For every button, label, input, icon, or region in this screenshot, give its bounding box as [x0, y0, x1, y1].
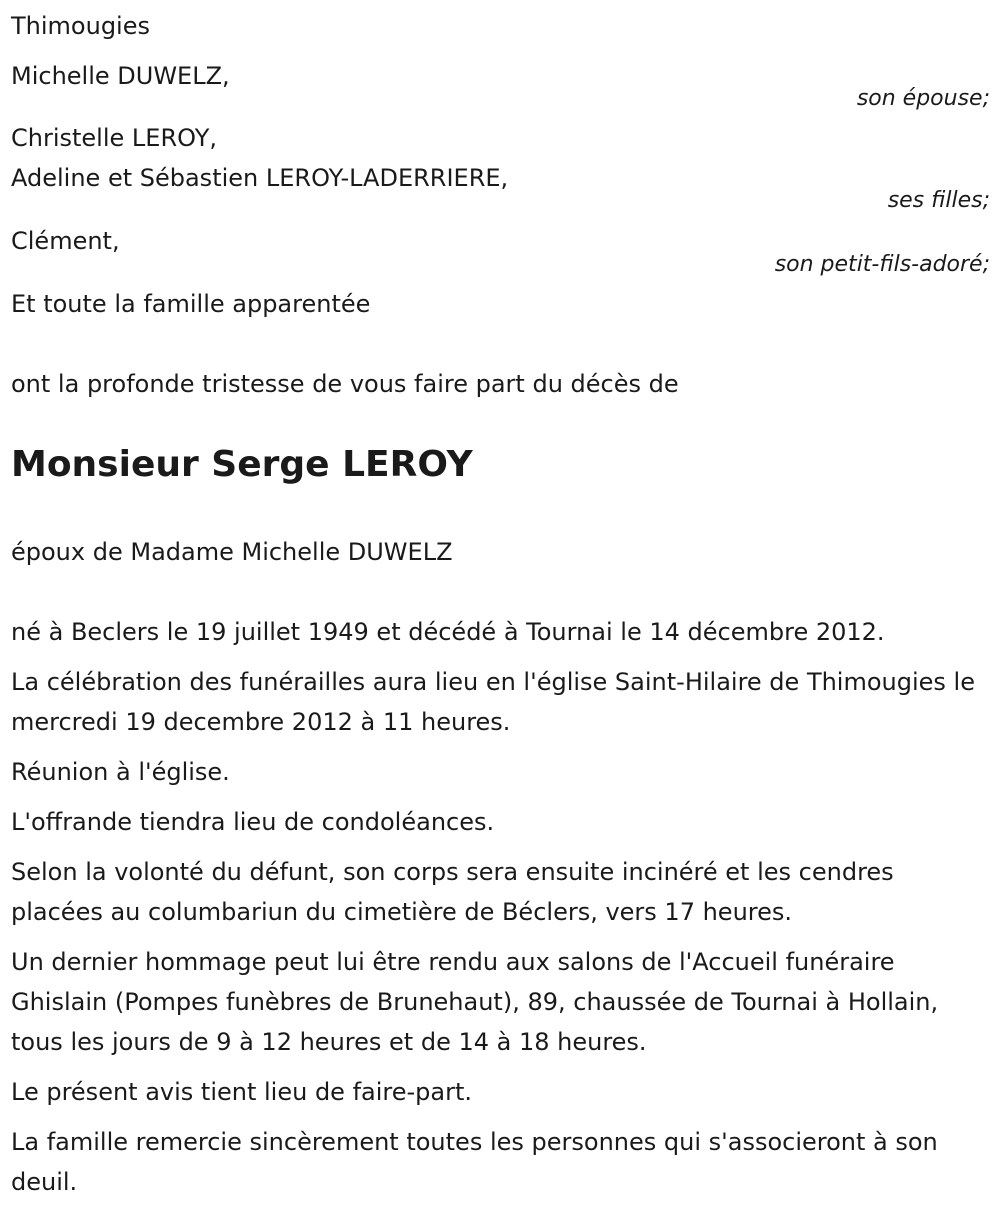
tribute-paragraph: Un dernier hommage peut lui être rendu aux salons de l'Accueil funéraire Ghislain (Pompes funèbres de Brunehaut), 89, chaussée de Tournai à Hollain, tous les jours de 9 à 12 heures et de 14 à 18 heures. — [11, 948, 939, 1056]
funeral-paragraph: La célébration des funérailles aura lieu en l'église Saint-Hilaire de Thimougies le mercredi 19 decembre 2012 à 11 heures. — [11, 668, 975, 736]
cremation-paragraph: Selon la volonté du défunt, son corps sera ensuite incinéré et les cendres placées au columbariun du cimetière de Béclers, vers 17 heures. — [11, 858, 894, 926]
family-member-name: Adeline et Sébastien LEROY-LADERRIERE, — [11, 164, 509, 192]
family-member-name: Christelle LEROY, — [11, 124, 217, 152]
notice-paragraph: Le présent avis tient lieu de faire-part. — [11, 1078, 473, 1106]
details-section — [11, 662, 991, 1202]
family-member-name: Michelle DUWELZ, — [11, 62, 230, 90]
village-name: Thimougies — [11, 12, 150, 40]
announcement: ont la profonde tristesse de vous faire part du décès de — [11, 370, 679, 398]
extended-family: Et toute la famille apparentée — [11, 290, 371, 318]
thanks-paragraph: La famille remercie sincèrement toutes les personnes qui s'associeront à son deuil. — [11, 1128, 938, 1196]
family-relation: ses filles; — [887, 188, 990, 213]
family-relation: son épouse; — [856, 86, 990, 111]
family-member-name: Clément, — [11, 227, 120, 255]
meeting-paragraph: Réunion à l'église. — [11, 758, 230, 786]
family-relation: son petit-fils-adoré; — [774, 252, 990, 277]
deceased-name: Monsieur Serge LEROY — [11, 444, 473, 485]
offering-paragraph: L'offrande tiendra lieu de condoléances. — [11, 808, 495, 836]
spouse-line: époux de Madame Michelle DUWELZ — [11, 538, 453, 566]
birth-death-line: né à Beclers le 19 juillet 1949 et décédé à Tournai le 14 décembre 2012. — [11, 618, 885, 646]
